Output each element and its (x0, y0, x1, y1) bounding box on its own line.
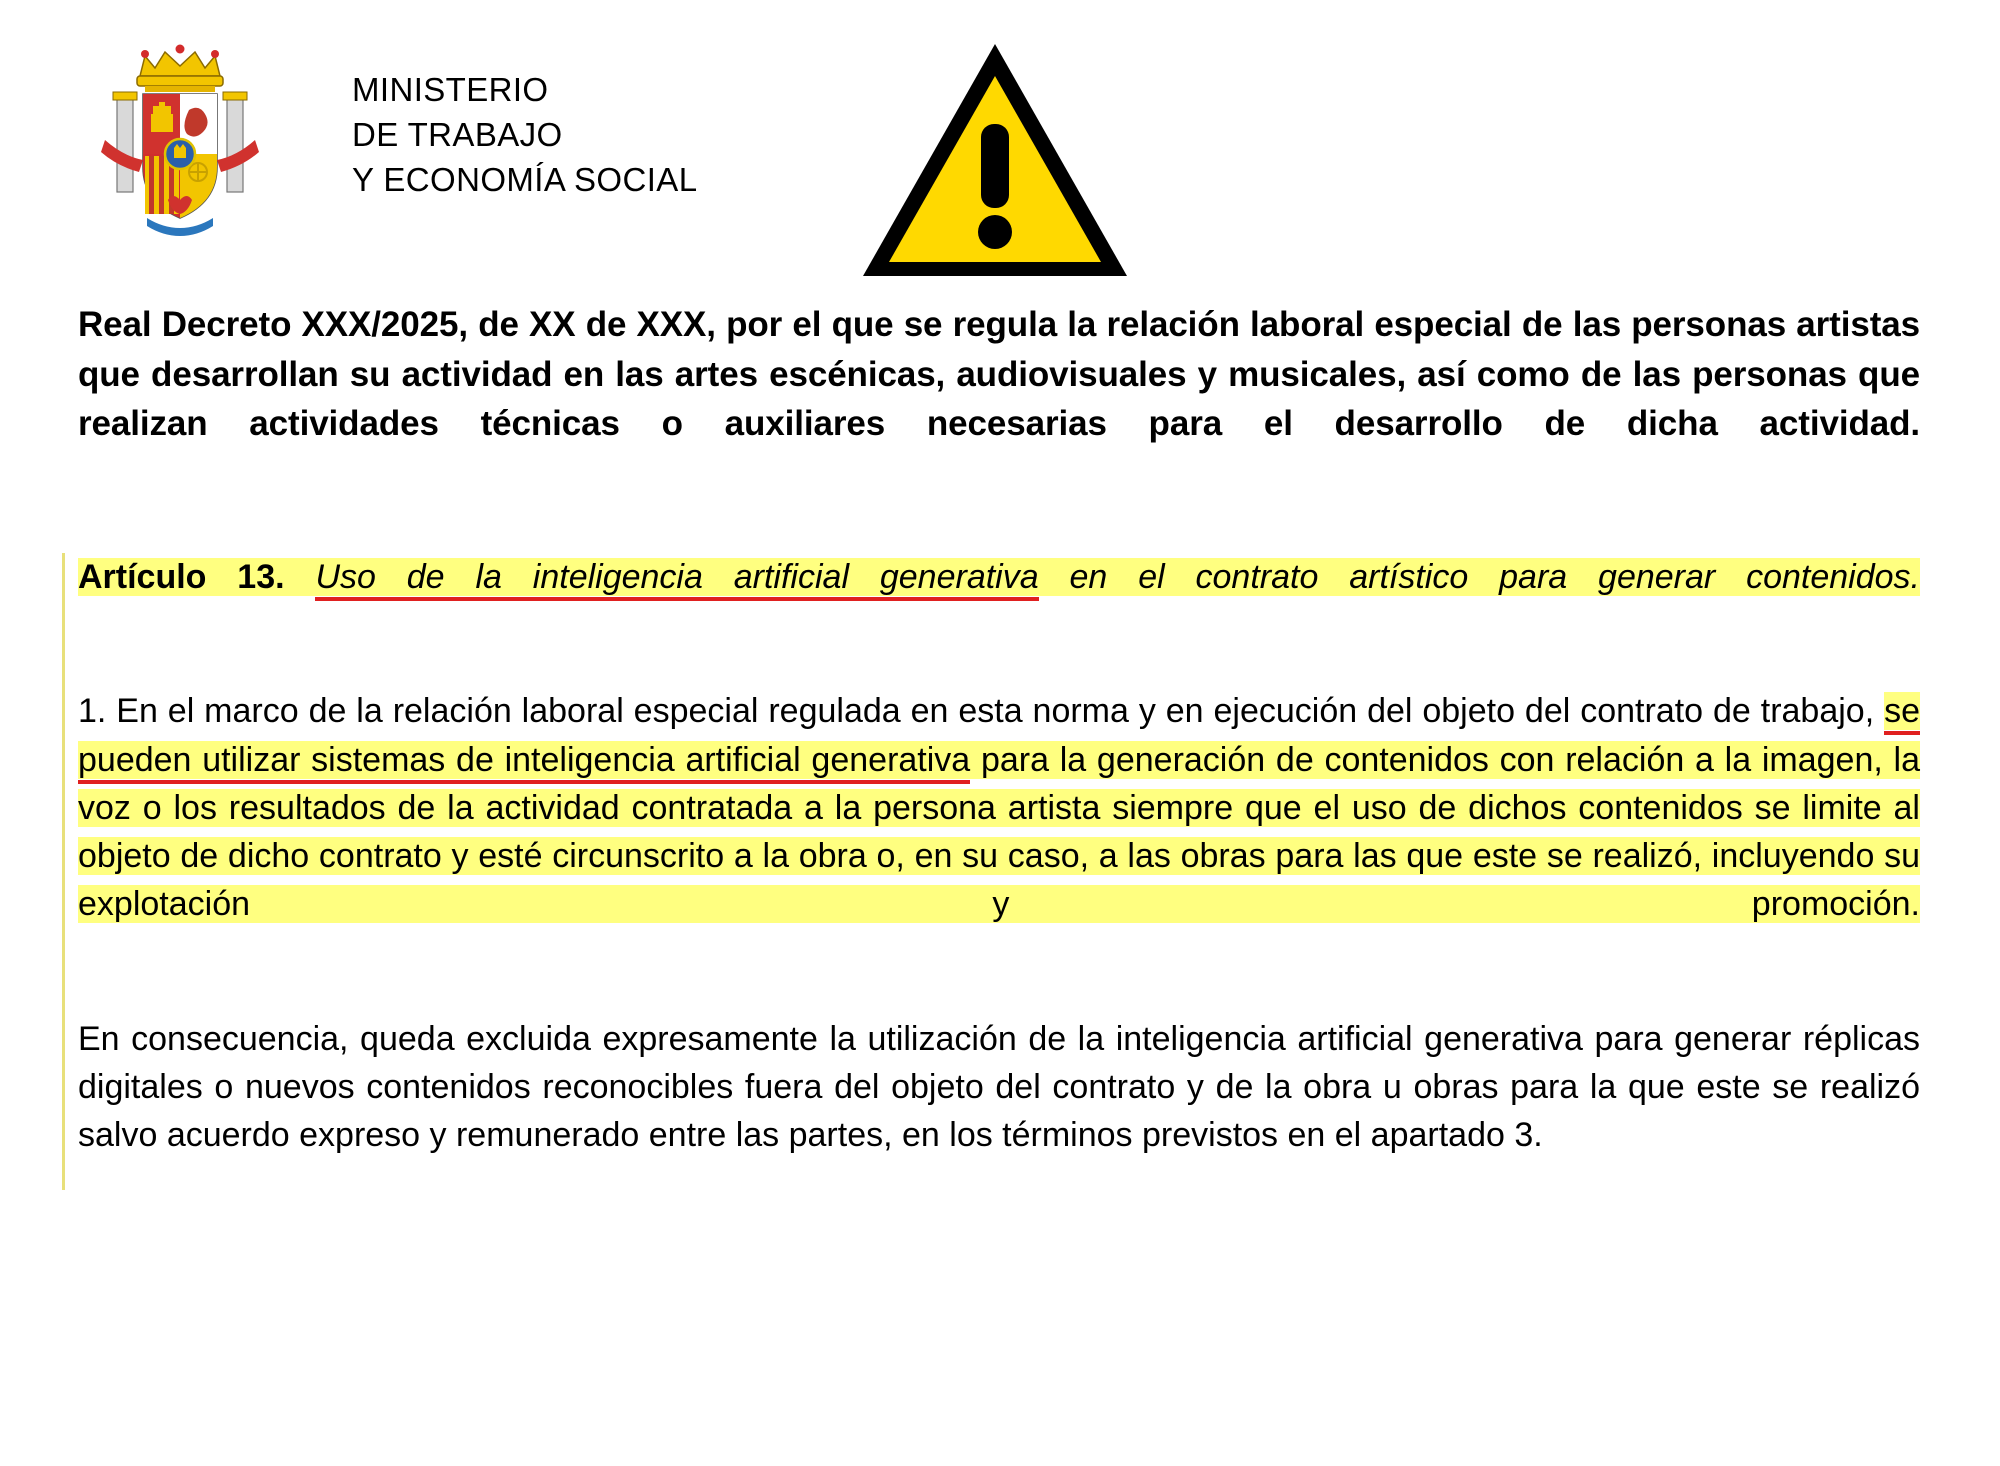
paragraph-1-highlight-rest: para la generación de contenidos con relación a la imagen, la voz o los resultados de la actividad contratada a la persona artista siempre que el uso de dichos contenidos se limite al objeto de dicho contrato y esté circunscrito a la obra o, en su caso, a las obras para las que este se realizó, incluyendo su explotación y promoción. (78, 740, 1920, 924)
article-heading (78, 553, 1920, 650)
paragraph-2: En consecuencia, queda excluida expresamente la utilización de la inteligencia artificial generativa para generar réplicas digitales o nuevos contenidos reconocibles fuera del objeto del contrato y de la obra u obras para la que este se realizó salvo acuerdo expreso y remunerado entre las partes, en los términos previstos en el apartado 3. (78, 1019, 1920, 1155)
paragraph-1 (78, 687, 1920, 977)
page-title: Real Decreto XXX/2025, de XX de XXX, por el que se regula la relación laboral especial de las personas artistas que desarrollan su actividad en las artes escénicas, audiovisuales y musicales, así como de las personas que realizan actividades técnicas o auxiliares necesarias para el desarrollo de dicha actividad. (78, 305, 1920, 444)
paragraph-1-highlight-underlined: se pueden utilizar sistemas de inteligencia artificial generativa (78, 692, 1920, 783)
ministry-name (352, 68, 697, 203)
article-number: Artículo 13. (78, 557, 285, 596)
left-margin-rule (62, 553, 65, 1190)
warning-triangle-icon (855, 30, 1135, 290)
spain-coat-of-arms-icon (85, 32, 275, 242)
ministry-line-1: MINISTERIO (352, 71, 549, 108)
ministry-line-3: Y ECONOMÍA SOCIAL (352, 160, 698, 198)
article-heading-rest: en el contrato artístico para generar contenidos. (1038, 557, 1920, 596)
ministry-line-2: DE TRABAJO (352, 115, 563, 153)
paragraph-1-lead: 1. En el marco de la relación laboral especial regulada en esta norma y en ejecución del objeto del contrato de trabajo, (78, 692, 1885, 731)
document-body (78, 553, 1920, 1160)
article-heading-underlined: Uso de la inteligencia artificial generativa (315, 558, 1038, 601)
document-header (0, 0, 2000, 300)
